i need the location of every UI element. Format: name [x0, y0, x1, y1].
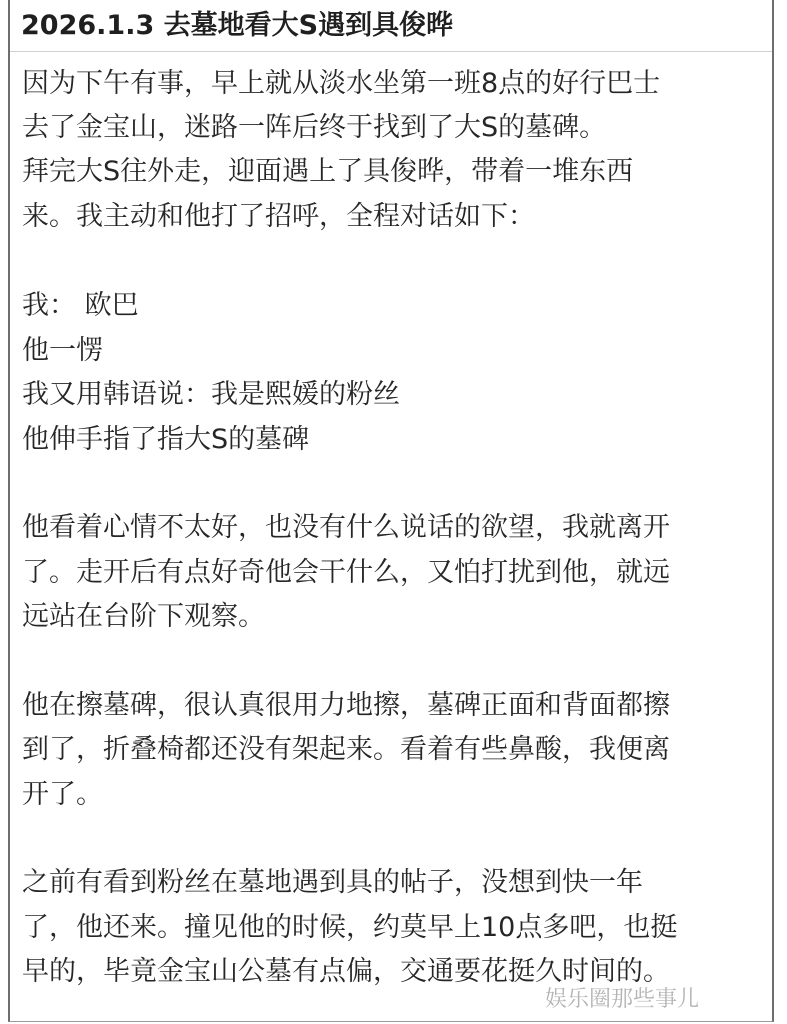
body-line: 之前有看到粉丝在墓地遇到具的帖子，没想到快一年 — [22, 867, 643, 898]
dialogue-line: 我又用韩语说：我是熙媛的粉丝 — [22, 379, 400, 410]
body-line: 他看着心情不太好，也没有什么说话的欲望，我就离开 — [22, 512, 670, 543]
dialogue-line: 他一愣 — [22, 335, 103, 366]
watermark: 娱乐圈那些事儿 — [545, 987, 700, 1012]
body-line: 去了金宝山，迷路一阵后终于找到了大S的墓碑。 — [22, 112, 607, 143]
body-line: 了。走开后有点好奇他会干什么，又怕打扰到他，就远 — [22, 557, 670, 588]
body-line: 到了，折叠椅都还没有架起来。看着有些鼻酸，我便离 — [22, 734, 670, 765]
body-line: 远站在台阶下观察。 — [22, 601, 265, 632]
body-line: 因为下午有事，早上就从淡水坐第一班8点的好行巴士 — [22, 68, 661, 99]
body-line: 来。我主动和他打了招呼，全程对话如下： — [22, 201, 535, 232]
post-title: 2026.1.3 去墓地看大S遇到具俊晔 — [21, 10, 454, 41]
dialogue-line: 我： 欧巴 — [22, 290, 139, 321]
body-line: 了，他还来。撞见他的时候，约莫早上10点多吧，也挺 — [22, 912, 678, 943]
title-divider — [10, 51, 772, 52]
body-line: 拜完大S往外走，迎面遇上了具俊晔，带着一堆东西 — [22, 156, 634, 187]
body-line: 开了。 — [22, 779, 103, 810]
dialogue-line: 他伸手指了指大S的墓碑 — [22, 424, 310, 455]
body-line: 他在擦墓碑，很认真很用力地擦，墓碑正面和背面都擦 — [22, 690, 670, 721]
body-line: 早的，毕竟金宝山公墓有点偏，交通要花挺久时间的。 — [22, 956, 670, 987]
